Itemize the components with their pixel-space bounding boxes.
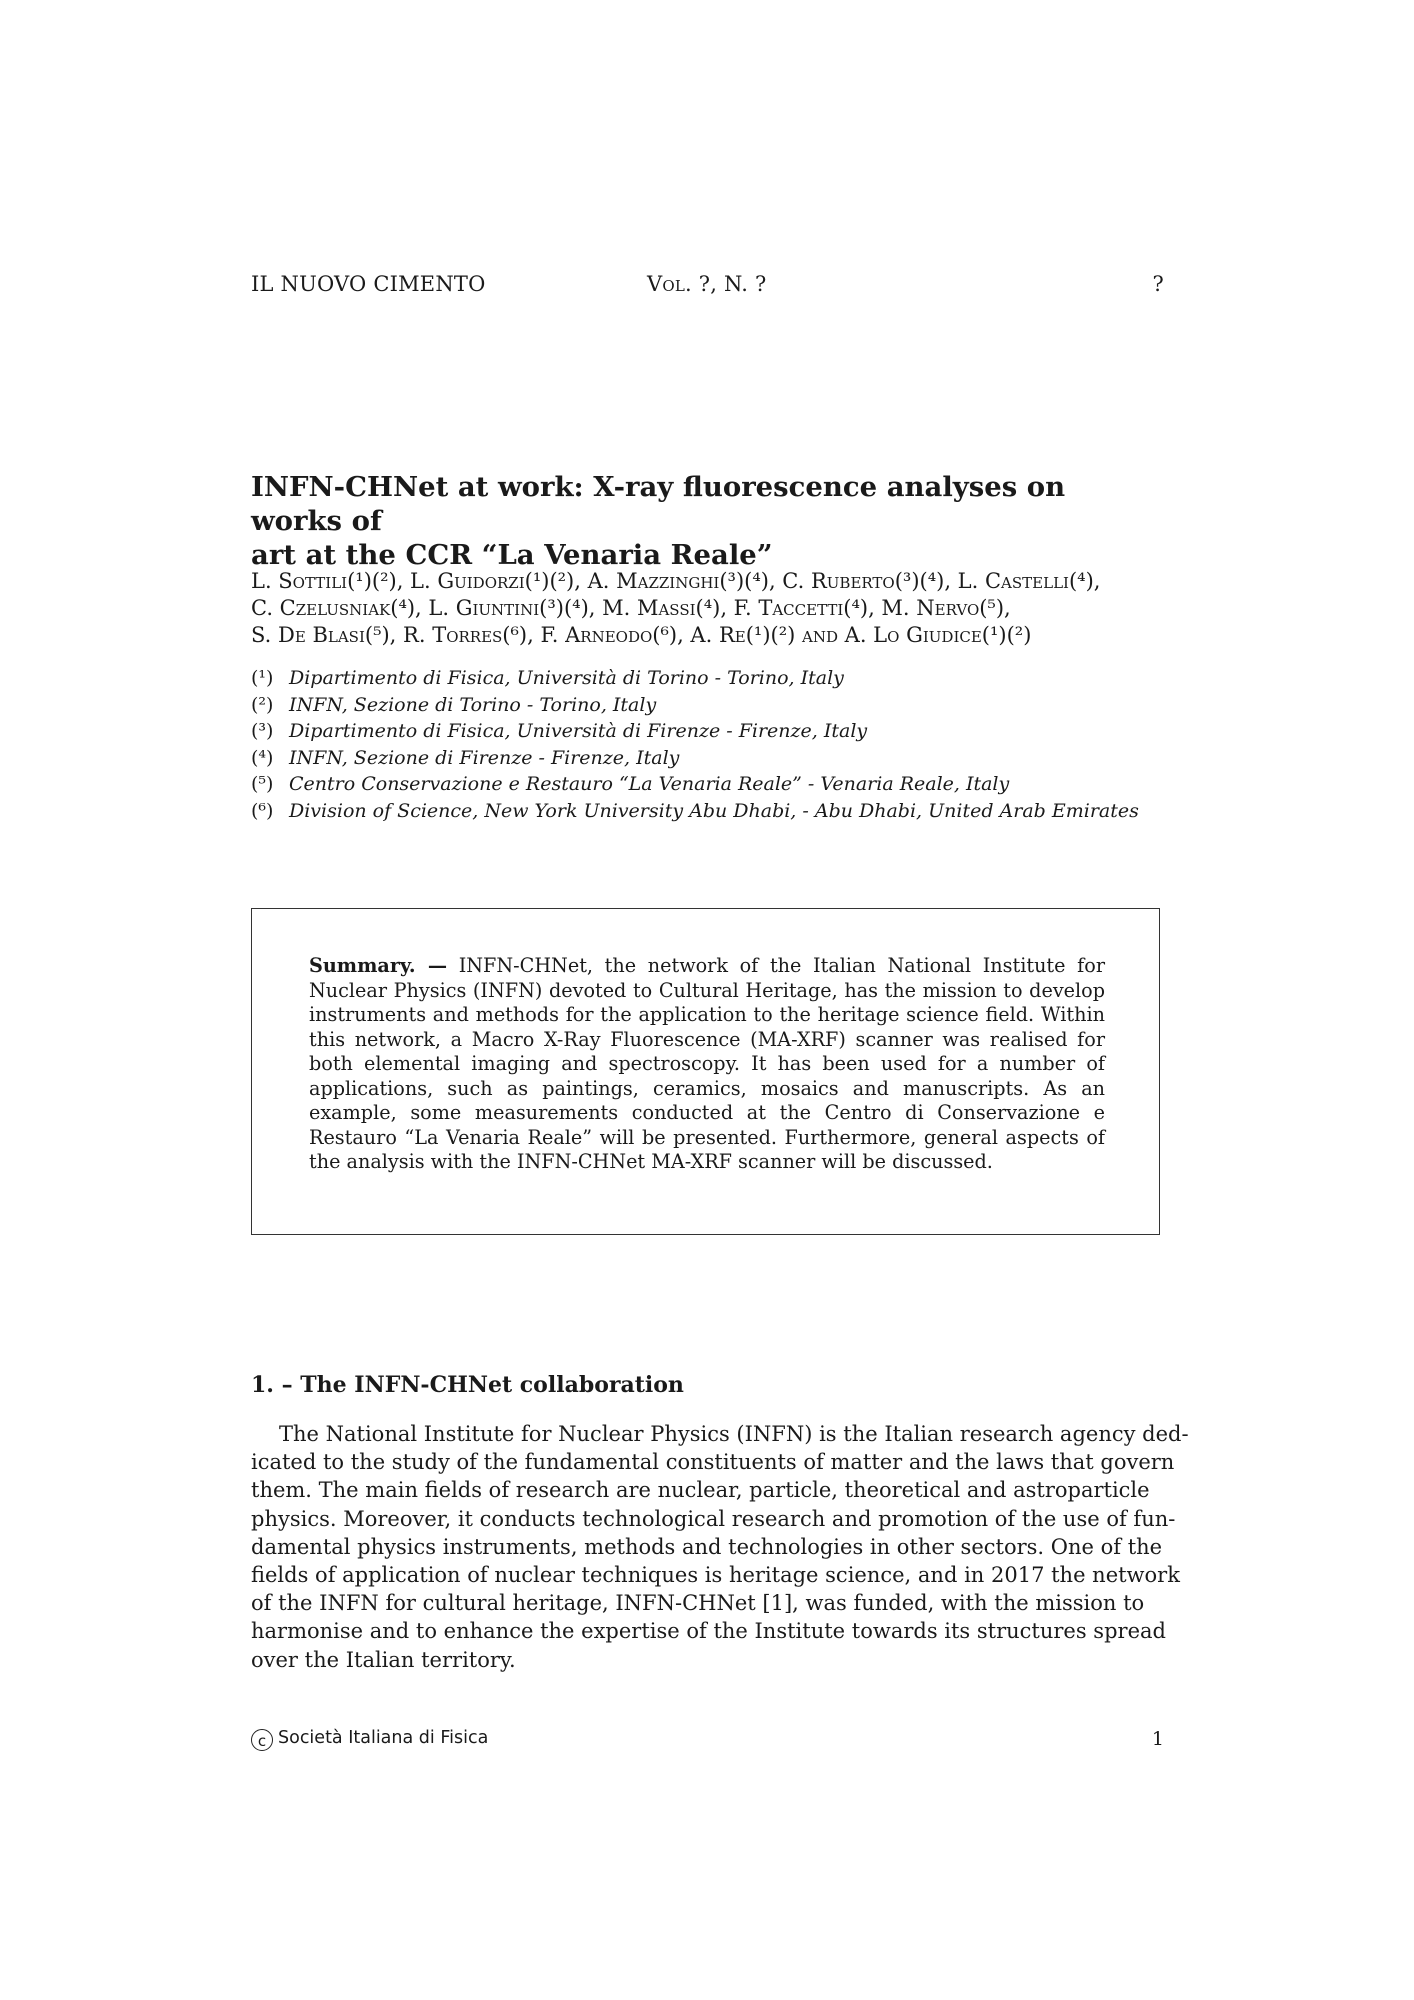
body-line: physics. Moreover, it conducts technological research and promotion of the use of fun- [251, 1506, 1176, 1531]
summary-text: INFN-CHNet, the network of the Italian National Institute for Nuclear Physics (INFN) devoted to Cultural Heritage, has the mission to develop instruments and methods for the application to the heritage science field. Within this network, a Macro X-Ray Fluorescence (MA-XRF) scanner was realised for both elemental imaging and spectroscopy. It has been used for a number of applications, such as paintings, ceramics, mosaics and manuscripts. As an example, some measurements conducted at the Centro di Conservazione e Restauro “La Venaria Reale” will be presented. Furthermore, general aspects of the analysis with the INFN-CHNet MA-XRF scanner will be discussed. [309, 954, 1105, 1173]
affiliation-number: (⁶) [251, 799, 274, 822]
authors-line-2: C. Czelusniak(⁴), L. Giuntini(³)(⁴), M. Massi(⁴), F. Taccetti(⁴), M. Nervo(⁵), [251, 596, 1011, 620]
running-header [251, 272, 1164, 302]
body-line: them. The main fields of research are nuclear, particle, theoretical and astroparticle [251, 1478, 1150, 1503]
page-footer [251, 1728, 1164, 1758]
body-line: of the INFN for cultural heritage, INFN-CHNet [1], was funded, with the mission to [251, 1591, 1145, 1616]
authors-line-1: L. Sottili(¹)(²), L. Guidorzi(¹)(²), A. Mazzinghi(³)(⁴), C. Ruberto(³)(⁴), L. Castelli(⁴), [251, 569, 1101, 593]
publisher-name: Società Italiana di Fisica [278, 1728, 489, 1748]
affiliation-number: (²) [251, 693, 274, 716]
summary-label: Summary. — [309, 954, 448, 977]
affiliation-item [251, 692, 1164, 719]
authors-line-3: S. De Blasi(⁵), R. Torres(⁶), F. Arneodo(⁶), A. Re(¹)(²) and A. Lo Giudice(¹)(²) [251, 623, 1032, 647]
copyright-icon: c [251, 1729, 273, 1751]
affiliation-item [251, 665, 1164, 692]
summary-box [251, 908, 1160, 1235]
body-line: over the Italian territory. [251, 1647, 516, 1672]
body-line: harmonise and to enhance the expertise of the Institute towards its structures spread [251, 1619, 1166, 1644]
section-body [251, 1420, 1189, 1674]
author-list [251, 568, 1211, 649]
summary-paragraph [309, 954, 1105, 1175]
affiliation-number: (⁴) [251, 746, 274, 769]
affiliation-text: INFN, Sezione di Torino - Torino, Italy [289, 693, 657, 716]
journal-name: IL NUOVO CIMENTO [251, 272, 486, 296]
paper-title [251, 470, 1164, 572]
volume-number: Vol. ?, N. ? [647, 272, 767, 296]
body-line: fields of application of nuclear techniques is heritage science, and in 2017 the network [251, 1563, 1180, 1588]
affiliation-text: Dipartimento di Fisica, Università di Torino - Torino, Italy [289, 667, 844, 689]
affiliation-text: INFN, Sezione di Firenze - Firenze, Italy [289, 746, 680, 769]
affiliation-number: (³) [251, 720, 274, 742]
title-line-2: art at the CCR “La Venaria Reale” [251, 539, 773, 571]
body-line: damental physics instruments, methods and technologies in other sectors. One of the [251, 1534, 1163, 1559]
affiliation-item [251, 798, 1164, 825]
affiliation-item [251, 718, 1164, 745]
affiliation-item [251, 771, 1164, 798]
section-heading: 1. – The INFN-CHNet collaboration [251, 1372, 684, 1398]
affiliation-text: Division of Science, New York University Abu Dhabi, - Abu Dhabi, United Arab Emirates [289, 799, 1139, 822]
affiliation-text: Centro Conservazione e Restauro “La Venaria Reale” - Venaria Reale, Italy [289, 773, 1010, 795]
affiliation-item [251, 745, 1164, 772]
affiliation-number: (⁵) [251, 773, 274, 795]
footer-page-number: 1 [1151, 1728, 1164, 1750]
affiliation-list [251, 665, 1164, 824]
affiliation-number: (¹) [251, 667, 274, 689]
copyright-notice [251, 1728, 488, 1751]
header-page-number: ? [1152, 272, 1164, 296]
affiliation-text: Dipartimento di Fisica, Università di Firenze - Firenze, Italy [289, 720, 868, 742]
body-line: The National Institute for Nuclear Physics (INFN) is the Italian research agency ded- [279, 1422, 1189, 1446]
title-line-1: INFN-CHNet at work: X-ray fluorescence analyses on works of [251, 471, 1066, 537]
body-line: icated to the study of the fundamental constituents of matter and the laws that govern [251, 1450, 1175, 1475]
